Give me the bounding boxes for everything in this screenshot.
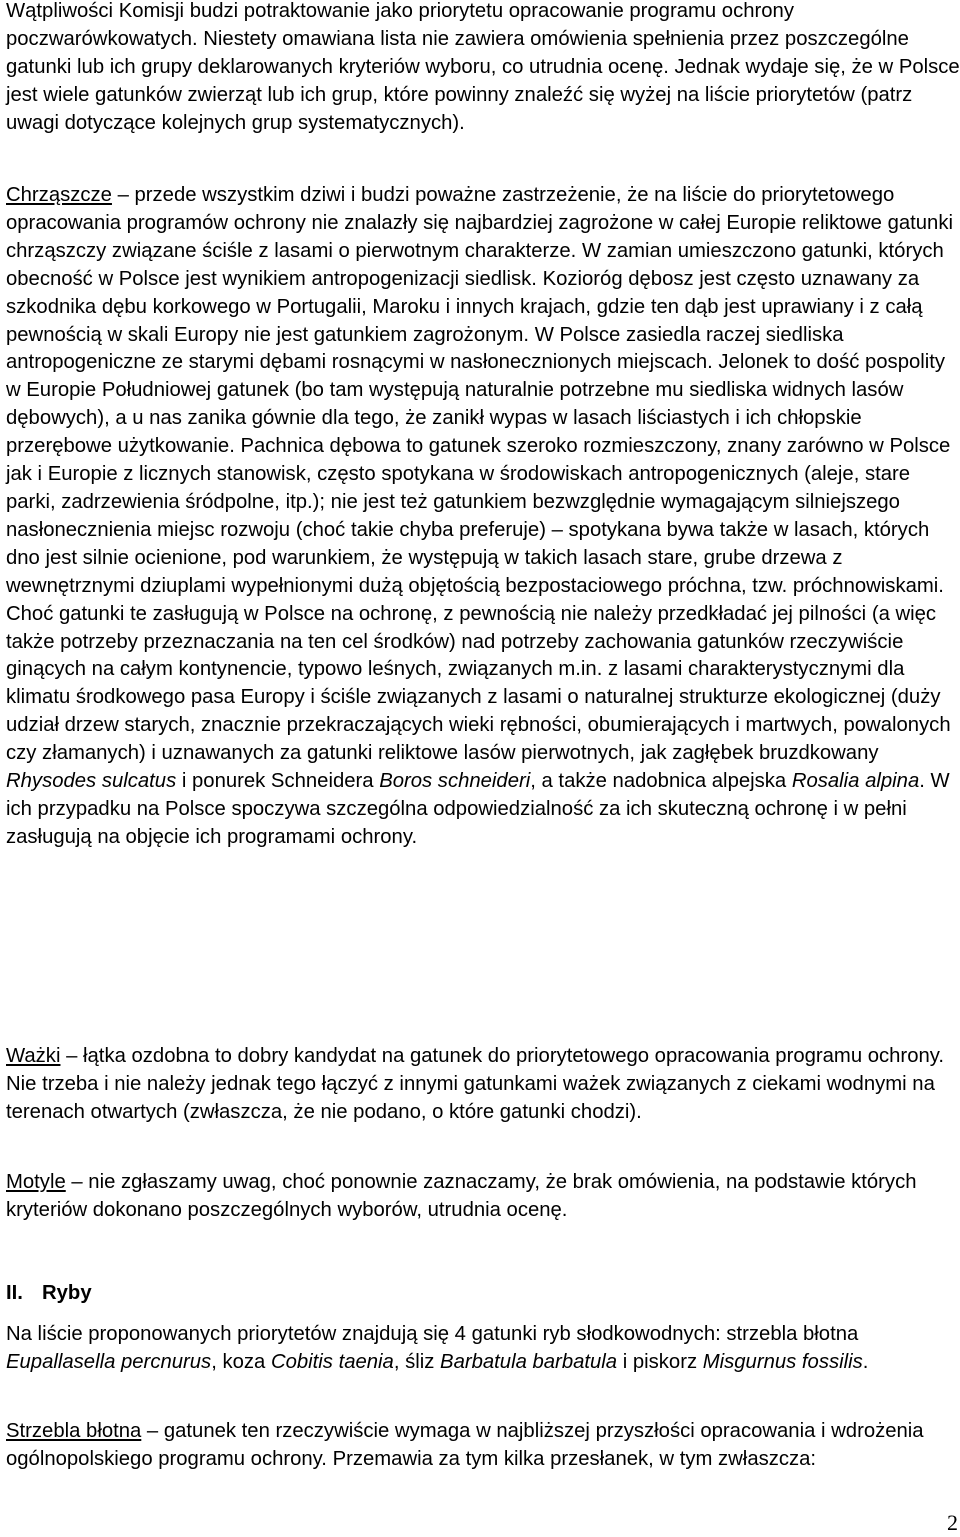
fish-intro-text-2: , koza <box>211 1350 271 1373</box>
dragonflies-heading: Ważki <box>6 1045 61 1067</box>
section-title: Ryby <box>42 1282 92 1304</box>
fish-intro-text-5: . <box>862 1350 869 1373</box>
page-number: 2 <box>947 1510 958 1535</box>
paragraph-butterflies <box>6 1169 960 1225</box>
fish-intro-text-3: , śliz <box>393 1350 441 1373</box>
dragonflies-text: – łątka ozdobna to dobry kandydat na gatunek do priorytetowego opracowania programu ochrony. Nie trzeba i nie należy jednak tego łączyć z innymi gatunkami ważek związanych z ciekami wodnymi na terenach otwartych (zwłaszcza, że nie podano, o które gatunki chodzi). <box>6 1045 945 1123</box>
paragraph-intro-text: Wątpliwości Komisji budzi potraktowanie jako priorytetu opracowanie programu ochrony poczwarówkowatych. Niestety omawiana lista nie zawiera omówienia spełnienia przez poszczególne gatunki lub ich grupy deklarowanych kryteriów wyboru, co utrudnia ocenę. Jednak wydaje się, że w Polsce jest wiele gatunków zwierząt lub ich grup, które powinny znaleźć się wyżej na liście priorytetów (patrz uwagi dotyczące kolejnych grup systematycznych). <box>6 0 960 134</box>
paragraph-fish-intro <box>6 1321 960 1377</box>
section-number: II. <box>6 1282 23 1304</box>
species-cobitis: Cobitis taenia <box>270 1350 394 1373</box>
strzebla-heading: Strzebla błotna <box>6 1420 142 1442</box>
paragraph-strzebla <box>6 1418 960 1474</box>
beetles-text-3: , a także nadobnica alpejska <box>530 770 792 793</box>
species-misgurnus: Misgurnus fossilis <box>702 1350 863 1373</box>
butterflies-heading: Motyle <box>6 1171 66 1193</box>
beetles-heading: Chrząszcze <box>6 184 112 206</box>
beetles-text-2: i ponurek Schneidera <box>176 770 380 793</box>
strzebla-text: – gatunek ten rzeczywiście wymaga w najbliższej przyszłości opracowania i wdrożenia ogólnopolskiego programu ochrony. Przemawia za tym kilka przesłanek, w tym zwłaszcza: <box>6 1420 924 1470</box>
species-boros: Boros schneideri <box>379 770 531 793</box>
species-rosalia: Rosalia alpina <box>791 770 920 793</box>
species-rhysodes: Rhysodes sulcatus <box>6 770 177 793</box>
paragraph-dragonflies <box>6 1043 960 1127</box>
fish-intro-text-1: Na liście proponowanych priorytetów znajdują się 4 gatunki ryb słodkowodnych: strzebla błotna <box>6 1323 859 1345</box>
section-heading-fish <box>6 1280 92 1308</box>
butterflies-text: – nie zgłaszamy uwag, choć ponownie zaznaczamy, że brak omówienia, na podstawie których kryteriów dokonano poszczególnych wyborów, utrudnia ocenę. <box>6 1171 917 1221</box>
beetles-text-4: . W ich przypadku na Polsce spoczywa szczególna odpowiedzialność za ich skuteczną ochronę i w pełni zasługują na objęcie ich programami ochrony. <box>6 770 950 848</box>
species-barbatula: Barbatula barbatula <box>440 1350 618 1373</box>
species-eupallasella: Eupallasella percnurus <box>6 1350 212 1373</box>
fish-intro-text-4: i piskorz <box>617 1350 703 1373</box>
paragraph-intro <box>6 0 960 138</box>
paragraph-beetles <box>6 182 960 852</box>
beetles-text-1: – przede wszystkim dziwi i budzi poważne zastrzeżenie, że na liście do priorytetowego opracowania programów ochrony nie znalazły się najbardziej zagrożone w całej Europie reliktowe gatunki chrząszczy związane ściśle z lasami o pierwotnym charakterze. W zamian umieszczono gatunki, których obecność w Polsce jest wynikiem antropogenizacji siedlisk. Kozioróg dębosz jest często uznawany za szkodnika dębu korkowego w Portugalii, Maroku i innych krajach, gdzie ten dąb jest uprawiany i z całą pewnością w skali Europy nie jest gatunkiem zagrożonym. W Polsce zasiedla raczej siedliska antropogeniczne ze starymi dębami rosnącymi w nasłonecznionych miejscach. Jelonek to dość pospolity w Europie Południowej gatunek (bo tam występują naturalnie potrzebne mu siedliska widnych lasów dębowych), a u nas zanika gównie dla tego, że zanikł wypas w lasach liściastych i ich chłopskie przerębowe użytkowanie. Pachnica dębowa to gatunek szeroko rozmieszczony, znany zarówno w Polsce jak i Europie z licznych stanowisk, często spotykana w środowiskach antropogenicznych (aleje, stare parki, zadrzewienia śródpolne, itp.); nie jest też gatunkiem bezwzględnie wymagającym silniejszego nasłonecznienia miejsc rozwoju (choć takie chyba preferuje) – spotykana bywa także w lasach, których dno jest silnie ocienione, pod warunkiem, że występują w takich lasach stare, grube drzewa z wewnętrznymi dziuplami wypełnionymi dużą objętością bezpostaciowego próchna, tzw. próchnowiskami. Choć gatunki te zasługują w Polsce na ochronę, z pewnością nie należy przedkładać jej pilności (a więc także potrzeby przeznaczania na ten cel środków) nad potrzeby zachowania gatunków rzeczywiście ginących na całym kontynencie, typowo leśnych, związanych m.in. z lasami charakterystycznymi dla klimatu środkowego pasa Europy i ściśle związanych z lasami o naturalnej strukturze ekologicznej (duży udział drzew starych, znacznie przekraczających wieki rębności, obumierających i martwych, powalonych czy złamanych) i uznawanych za gatunki reliktowe lasów pierwotnych, jak zagłębek bruzdkowany <box>6 184 953 765</box>
